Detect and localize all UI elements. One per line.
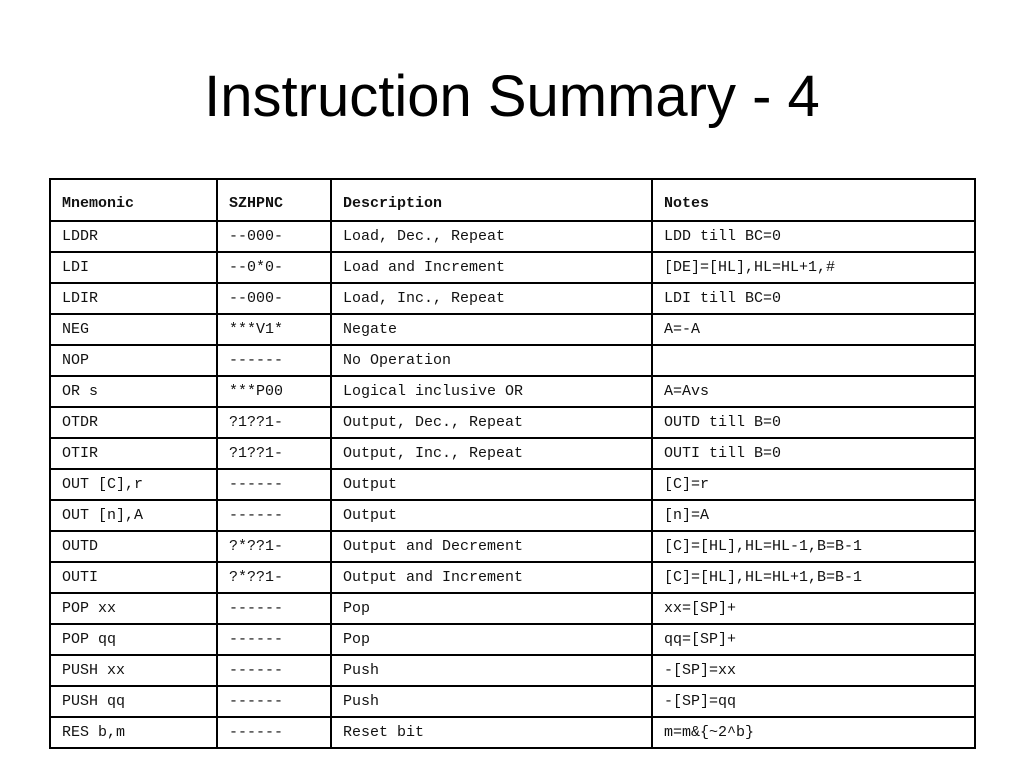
cell-notes: [C]=[HL],HL=HL-1,B=B-1 — [652, 531, 975, 562]
cell-mnemonic: PUSH xx — [50, 655, 217, 686]
header-flags: SZHPNC — [217, 179, 331, 221]
table-row — [50, 624, 975, 655]
table-row — [50, 221, 975, 252]
cell-mnemonic: NEG — [50, 314, 217, 345]
table-row — [50, 531, 975, 562]
cell-flags: ?1??1- — [217, 438, 331, 469]
cell-flags: ------ — [217, 686, 331, 717]
cell-description: Push — [331, 686, 652, 717]
cell-flags: ------ — [217, 500, 331, 531]
cell-mnemonic: POP qq — [50, 624, 217, 655]
cell-description: Load and Increment — [331, 252, 652, 283]
table-row — [50, 438, 975, 469]
table-row — [50, 686, 975, 717]
cell-mnemonic: LDI — [50, 252, 217, 283]
table-body — [50, 221, 975, 748]
cell-mnemonic: PUSH qq — [50, 686, 217, 717]
table-row — [50, 283, 975, 314]
cell-flags: ***V1* — [217, 314, 331, 345]
cell-notes: LDD till BC=0 — [652, 221, 975, 252]
cell-notes: A=-A — [652, 314, 975, 345]
cell-notes: [n]=A — [652, 500, 975, 531]
cell-description: Logical inclusive OR — [331, 376, 652, 407]
cell-mnemonic: OUTD — [50, 531, 217, 562]
cell-mnemonic: LDDR — [50, 221, 217, 252]
cell-notes: [DE]=[HL],HL=HL+1,# — [652, 252, 975, 283]
cell-description: Output, Dec., Repeat — [331, 407, 652, 438]
cell-description: Output — [331, 500, 652, 531]
cell-flags: ------ — [217, 593, 331, 624]
instruction-table-container — [49, 178, 974, 749]
cell-notes: [C]=r — [652, 469, 975, 500]
table-row — [50, 469, 975, 500]
cell-mnemonic: OTIR — [50, 438, 217, 469]
table-row — [50, 717, 975, 748]
cell-notes — [652, 345, 975, 376]
cell-mnemonic: OUTI — [50, 562, 217, 593]
cell-flags: ------ — [217, 469, 331, 500]
table-row — [50, 345, 975, 376]
table-row — [50, 376, 975, 407]
cell-description: Negate — [331, 314, 652, 345]
cell-description: Pop — [331, 624, 652, 655]
cell-flags: ------ — [217, 345, 331, 376]
table-row — [50, 500, 975, 531]
cell-mnemonic: OR s — [50, 376, 217, 407]
cell-flags: --000- — [217, 283, 331, 314]
table-row — [50, 593, 975, 624]
cell-mnemonic: NOP — [50, 345, 217, 376]
cell-mnemonic: OUT [n],A — [50, 500, 217, 531]
cell-flags: ------ — [217, 624, 331, 655]
cell-description: Output and Increment — [331, 562, 652, 593]
cell-notes: m=m&{~2^b} — [652, 717, 975, 748]
cell-flags: ***P00 — [217, 376, 331, 407]
cell-notes: OUTI till B=0 — [652, 438, 975, 469]
cell-description: Output — [331, 469, 652, 500]
cell-description: Reset bit — [331, 717, 652, 748]
cell-notes: OUTD till B=0 — [652, 407, 975, 438]
slide-title: Instruction Summary - 4 — [204, 64, 820, 129]
cell-mnemonic: POP xx — [50, 593, 217, 624]
table-row — [50, 314, 975, 345]
cell-description: Output, Inc., Repeat — [331, 438, 652, 469]
header-description: Description — [331, 179, 652, 221]
header-mnemonic: Mnemonic — [50, 179, 217, 221]
header-notes: Notes — [652, 179, 975, 221]
cell-flags: ?*??1- — [217, 531, 331, 562]
cell-description: Output and Decrement — [331, 531, 652, 562]
cell-description: Pop — [331, 593, 652, 624]
cell-mnemonic: OUT [C],r — [50, 469, 217, 500]
cell-flags: ------ — [217, 655, 331, 686]
cell-description: No Operation — [331, 345, 652, 376]
cell-notes: [C]=[HL],HL=HL+1,B=B-1 — [652, 562, 975, 593]
cell-flags: --0*0- — [217, 252, 331, 283]
table-header-row — [50, 179, 975, 221]
table-row — [50, 655, 975, 686]
cell-notes: LDI till BC=0 — [652, 283, 975, 314]
table-row — [50, 407, 975, 438]
cell-description: Push — [331, 655, 652, 686]
cell-notes: -[SP]=xx — [652, 655, 975, 686]
cell-description: Load, Dec., Repeat — [331, 221, 652, 252]
cell-notes: qq=[SP]+ — [652, 624, 975, 655]
cell-flags: ?*??1- — [217, 562, 331, 593]
table-row — [50, 562, 975, 593]
cell-description: Load, Inc., Repeat — [331, 283, 652, 314]
cell-notes: A=Avs — [652, 376, 975, 407]
instruction-table — [49, 178, 976, 749]
cell-flags: ------ — [217, 717, 331, 748]
table-row — [50, 252, 975, 283]
cell-mnemonic: OTDR — [50, 407, 217, 438]
cell-flags: --000- — [217, 221, 331, 252]
cell-mnemonic: RES b,m — [50, 717, 217, 748]
cell-flags: ?1??1- — [217, 407, 331, 438]
cell-notes: -[SP]=qq — [652, 686, 975, 717]
cell-notes: xx=[SP]+ — [652, 593, 975, 624]
cell-mnemonic: LDIR — [50, 283, 217, 314]
